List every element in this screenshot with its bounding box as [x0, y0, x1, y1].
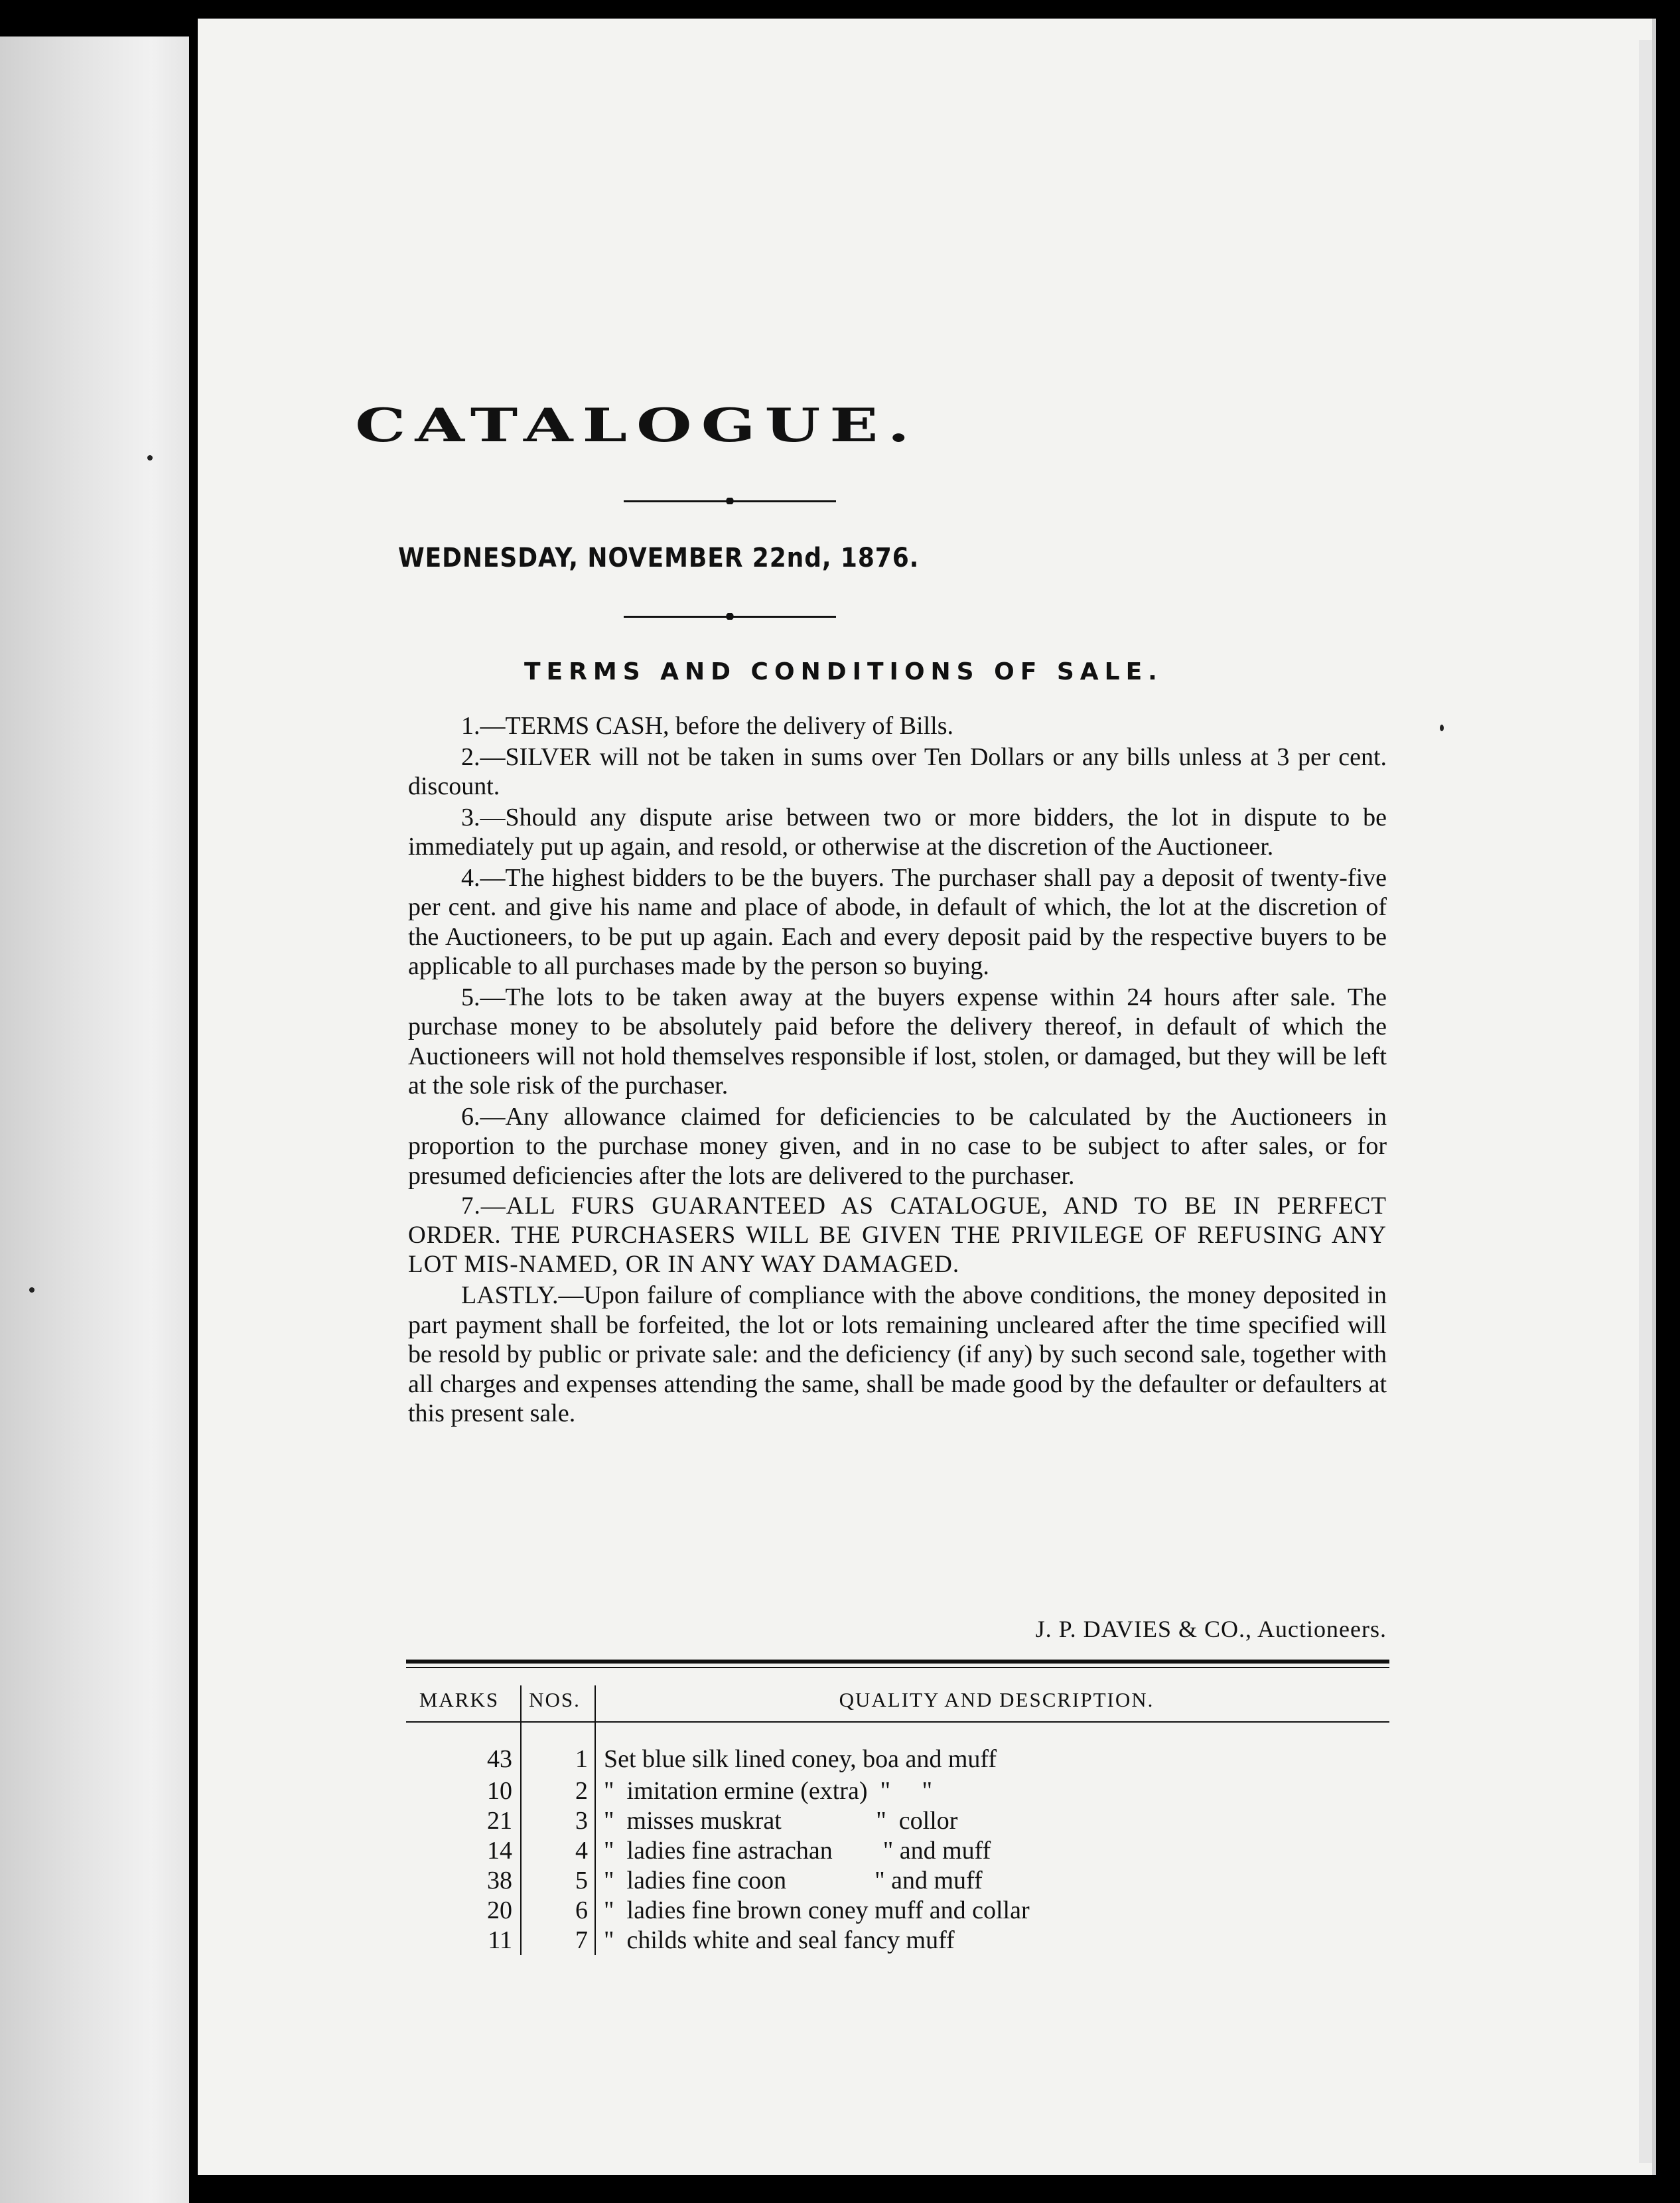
lot-description: " imitation ermine (extra) " ": [604, 1776, 933, 1805]
header-marks: MARKS: [406, 1685, 521, 1722]
lot-marks: 10: [406, 1776, 521, 1806]
table-rule: [406, 1660, 1389, 1664]
catalogue-title: CATALOGUE.: [355, 398, 919, 453]
table-row: [406, 1835, 1389, 1865]
condition-item: 7.—ALL FURS GUARANTEED AS CATALOGUE, AND TO BE IN PERFECT ORDER. THE PURCHASERS WILL BE GIVEN THE PRIVILEGE OF REFUSING ANY LOT MIS-NAMED, OR IN ANY WAY DAMAGED.: [408, 1192, 1387, 1278]
table-row: [406, 1865, 1389, 1895]
lot-marks: 20: [406, 1895, 521, 1925]
facing-page-edge: [0, 36, 189, 2203]
lot-description: " ladies fine astrachan " and muff: [604, 1836, 991, 1865]
condition-item: LASTLY.—Upon failure of compliance with the above conditions, the money deposited in part payment shall be forfeited, the lot or lots remaining uncleared after the time specified will be resold by public or private sale: and the deficiency (if any) by such second sale, together with all charges and expenses attending the same, shall be made good by the defaulter or defaulters at this present sale.: [408, 1281, 1387, 1427]
lot-number: 2: [521, 1776, 595, 1806]
lot-marks: 43: [406, 1722, 521, 1776]
lot-number: 3: [521, 1806, 595, 1835]
auctioneer-signature: J. P. DAVIES & CO., Auctioneers.: [1035, 1616, 1387, 1642]
condition-item: 2.—SILVER will not be taken in sums over Ten Dollars or any bills unless at 3 per cent. discount.: [408, 743, 1387, 800]
sale-date: WEDNESDAY, NOVEMBER 22nd, 1876.: [398, 543, 920, 573]
condition-item: 3.—Should any dispute arise between two or more bidders, the lot in dispute to be immediately put up again, and resold, or otherwise at the discretion of the Auctioneer.: [408, 803, 1387, 861]
lot-description: " ladies fine brown coney muff and collar: [604, 1896, 1030, 1924]
table-header-row: [406, 1685, 1389, 1722]
ornamental-divider: [624, 498, 836, 504]
lot-marks: 21: [406, 1806, 521, 1835]
lot-number: 4: [521, 1835, 595, 1865]
header-nos: NOS.: [521, 1685, 595, 1722]
lots-table: [406, 1685, 1389, 1955]
lot-marks: 11: [406, 1925, 521, 1955]
table-rule: [406, 1667, 1389, 1668]
condition-item: 4.—The highest bidders to be the buyers. The purchaser shall pay a deposit of twenty-five per cent. and give his name and place of abode, in default of which, the lot at the discretion of the Auctioneers, to be put up again. Each and every deposit paid by the respective buyers to be applicable to all purchases made by the person so buying.: [408, 863, 1387, 980]
lot-marks: 38: [406, 1865, 521, 1895]
condition-item: 6.—Any allowance claimed for deficiencies to be calculated by the Auctioneers in proportion to the purchase money given, and in no case to be subject to after sales, or for presumed deficiencies after the lots are delivered to the purchaser.: [408, 1102, 1387, 1190]
lot-number: 6: [521, 1895, 595, 1925]
header-description: QUALITY AND DESCRIPTION.: [595, 1685, 1389, 1722]
conditions-list: [408, 711, 1387, 1430]
lot-number: 1: [521, 1722, 595, 1776]
lot-number: 5: [521, 1865, 595, 1895]
table-row: [406, 1776, 1389, 1806]
ink-speck: [29, 1287, 35, 1293]
condition-item: 1.—TERMS CASH, before the delivery of Bills.: [461, 712, 953, 740]
ink-speck: [1440, 725, 1444, 731]
ornamental-divider: [624, 613, 836, 620]
lot-number: 7: [521, 1925, 595, 1955]
lot-description: " misses muskrat " collor: [604, 1806, 958, 1835]
ink-speck: [147, 455, 153, 461]
table-row: [406, 1722, 1389, 1776]
page-fore-edge: [1639, 40, 1652, 2163]
lot-description: " ladies fine coon " and muff: [604, 1866, 983, 1894]
lot-description: " childs white and seal fancy muff: [604, 1926, 955, 1954]
table-row: [406, 1895, 1389, 1925]
lot-description: Set blue silk lined coney, boa and muff: [604, 1745, 997, 1773]
condition-item: 5.—The lots to be taken away at the buyers expense within 24 hours after sale. The purchase money to be absolutely paid before the delivery thereof, in default of which the Auctioneers will not hold themselves responsible if lost, stolen, or damaged, but they will be left at the sole risk of the purchaser.: [408, 983, 1387, 1100]
terms-heading: TERMS AND CONDITIONS OF SALE.: [524, 658, 1163, 685]
lot-marks: 14: [406, 1835, 521, 1865]
table-row: [406, 1806, 1389, 1835]
table-row: [406, 1925, 1389, 1955]
